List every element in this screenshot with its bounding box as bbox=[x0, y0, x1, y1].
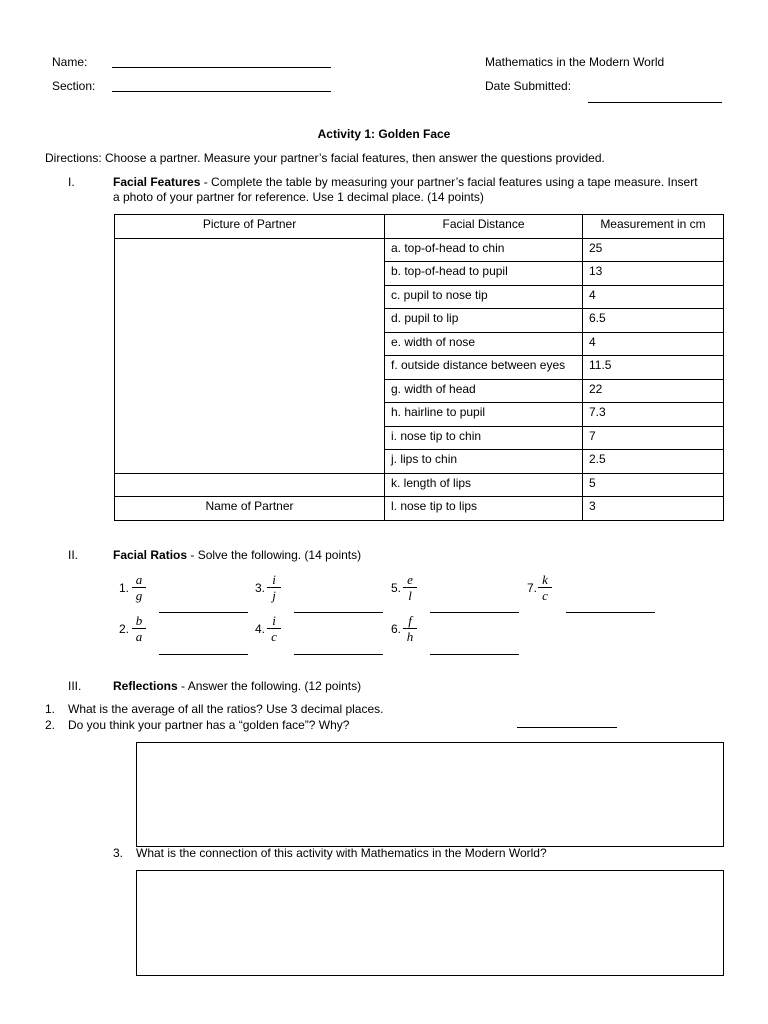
directions: Directions: Choose a partner. Measure your partner’s facial features, then answer the questions provided. bbox=[45, 151, 605, 165]
distance-cell: e. width of nose bbox=[385, 332, 583, 356]
measurement-cell[interactable]: 11.5 bbox=[583, 356, 724, 380]
ratio-2-fraction bbox=[132, 614, 146, 643]
ratio-1-fraction bbox=[132, 573, 146, 602]
measurement-cell[interactable]: 22 bbox=[583, 379, 724, 403]
distance-cell: l. nose tip to lips bbox=[385, 497, 583, 521]
distance-cell: f. outside distance between eyes bbox=[385, 356, 583, 380]
facial-features-table bbox=[114, 214, 724, 521]
ratio-1-numerator: a bbox=[135, 572, 143, 587]
part3-heading: Reflections bbox=[113, 679, 178, 693]
ratio-2-denominator: a bbox=[135, 629, 143, 644]
ratio-4-numerator: i bbox=[272, 613, 276, 628]
ratio-6-numerator: f bbox=[408, 613, 412, 628]
ratio-6-label: 6. bbox=[391, 622, 402, 636]
measurement-cell[interactable]: 2.5 bbox=[583, 450, 724, 474]
ratio-5-denominator: l bbox=[408, 588, 412, 603]
section-blank[interactable] bbox=[112, 91, 331, 92]
ratio-2-numerator: b bbox=[135, 613, 143, 628]
measurement-cell[interactable]: 7 bbox=[583, 426, 724, 450]
ratio-1-denominator: g bbox=[135, 588, 143, 603]
name-label: Name: bbox=[52, 55, 88, 69]
ratio-4-denominator: c bbox=[271, 629, 277, 644]
partner-name-label: Name of Partner bbox=[115, 497, 385, 521]
ratio-3-fraction bbox=[267, 573, 281, 602]
distance-cell: d. pupil to lip bbox=[385, 309, 583, 333]
partner-name-input-cell[interactable] bbox=[115, 473, 385, 497]
ratio-3-numerator: i bbox=[272, 572, 276, 587]
ratio-6-fraction bbox=[403, 614, 417, 643]
date-blank[interactable] bbox=[588, 102, 722, 103]
ratio-2-answer-blank[interactable] bbox=[159, 654, 248, 655]
column-header-measurement: Measurement in cm bbox=[583, 215, 724, 239]
ratio-1-label: 1. bbox=[119, 581, 130, 595]
measurement-cell[interactable]: 4 bbox=[583, 332, 724, 356]
ratio-7-label: 7. bbox=[527, 581, 538, 595]
distance-cell: a. top-of-head to chin bbox=[385, 238, 583, 262]
measurement-cell[interactable]: 3 bbox=[583, 497, 724, 521]
distance-cell: i. nose tip to chin bbox=[385, 426, 583, 450]
ratio-7-answer-blank[interactable] bbox=[566, 612, 655, 613]
ratio-6-answer-blank[interactable] bbox=[430, 654, 519, 655]
course-title: Mathematics in the Modern World bbox=[485, 55, 665, 69]
ratio-1-answer-blank[interactable] bbox=[159, 612, 248, 613]
measurement-cell[interactable]: 25 bbox=[583, 238, 724, 262]
question-1-text: What is the average of all the ratios? Use 3 decimal places. bbox=[68, 702, 384, 716]
part1-text-line1: - Complete the table by measuring your partner’s facial features using a tape measure. Insert bbox=[200, 175, 698, 189]
section-label: Section: bbox=[52, 79, 96, 93]
table-row bbox=[115, 238, 724, 262]
question-2-label: 2. bbox=[45, 718, 56, 732]
table-row bbox=[115, 497, 724, 521]
question-2-text: Do you think your partner has a “golden face”? Why? bbox=[68, 718, 350, 732]
ratio-4-answer-blank[interactable] bbox=[294, 654, 383, 655]
ratio-6-denominator: h bbox=[406, 629, 414, 644]
distance-cell: g. width of head bbox=[385, 379, 583, 403]
question-3-text: What is the connection of this activity with Mathematics in the Modern World? bbox=[136, 846, 547, 860]
distance-cell: h. hairline to pupil bbox=[385, 403, 583, 427]
question-2-answer-box[interactable] bbox=[136, 742, 724, 847]
ratio-4-label: 4. bbox=[255, 622, 266, 636]
measurement-cell[interactable]: 4 bbox=[583, 285, 724, 309]
distance-cell: c. pupil to nose tip bbox=[385, 285, 583, 309]
ratio-4-fraction bbox=[267, 614, 281, 643]
ratio-3-label: 3. bbox=[255, 581, 266, 595]
column-header-picture: Picture of Partner bbox=[115, 215, 385, 239]
part2-instructions bbox=[113, 548, 361, 562]
name-blank[interactable] bbox=[112, 67, 331, 68]
part3-numeral: III. bbox=[68, 679, 82, 693]
measurement-cell[interactable]: 5 bbox=[583, 473, 724, 497]
ratio-7-numerator: k bbox=[542, 572, 548, 587]
distance-cell: b. top-of-head to pupil bbox=[385, 262, 583, 286]
table-row bbox=[115, 473, 724, 497]
part3-instructions bbox=[113, 679, 361, 693]
measurement-cell[interactable]: 6.5 bbox=[583, 309, 724, 333]
part1-heading: Facial Features bbox=[113, 175, 201, 189]
page-title: Activity 1: Golden Face bbox=[317, 127, 451, 141]
question-3-label: 3. bbox=[113, 846, 124, 860]
part2-text: - Solve the following. (14 points) bbox=[187, 548, 362, 562]
measurement-cell[interactable]: 7.3 bbox=[583, 403, 724, 427]
ratio-3-denominator: j bbox=[272, 588, 276, 603]
ratio-5-fraction bbox=[403, 573, 417, 602]
question-3-answer-box[interactable] bbox=[136, 870, 724, 976]
ratio-5-answer-blank[interactable] bbox=[430, 612, 519, 613]
table-header-row bbox=[115, 215, 724, 239]
distance-cell: j. lips to chin bbox=[385, 450, 583, 474]
date-submitted-label: Date Submitted: bbox=[485, 79, 572, 93]
part1-text-line2: a photo of your partner for reference. Use 1 decimal place. (14 points) bbox=[113, 190, 484, 204]
column-header-distance: Facial Distance bbox=[385, 215, 583, 239]
ratio-5-label: 5. bbox=[391, 581, 402, 595]
question-1-label: 1. bbox=[45, 702, 56, 716]
question-1-answer-blank[interactable] bbox=[517, 727, 617, 728]
distance-cell: k. length of lips bbox=[385, 473, 583, 497]
part2-heading: Facial Ratios bbox=[113, 548, 188, 562]
part3-text: - Answer the following. (12 points) bbox=[177, 679, 362, 693]
partner-photo-cell[interactable] bbox=[115, 238, 385, 473]
part2-numeral: II. bbox=[68, 548, 79, 562]
ratio-5-numerator: e bbox=[407, 572, 413, 587]
ratio-3-answer-blank[interactable] bbox=[294, 612, 383, 613]
ratio-2-label: 2. bbox=[119, 622, 130, 636]
part1-numeral: I. bbox=[68, 175, 75, 189]
part1-instructions bbox=[113, 175, 723, 189]
ratio-7-fraction bbox=[538, 573, 552, 602]
ratio-7-denominator: c bbox=[542, 588, 548, 603]
measurement-cell[interactable]: 13 bbox=[583, 262, 724, 286]
